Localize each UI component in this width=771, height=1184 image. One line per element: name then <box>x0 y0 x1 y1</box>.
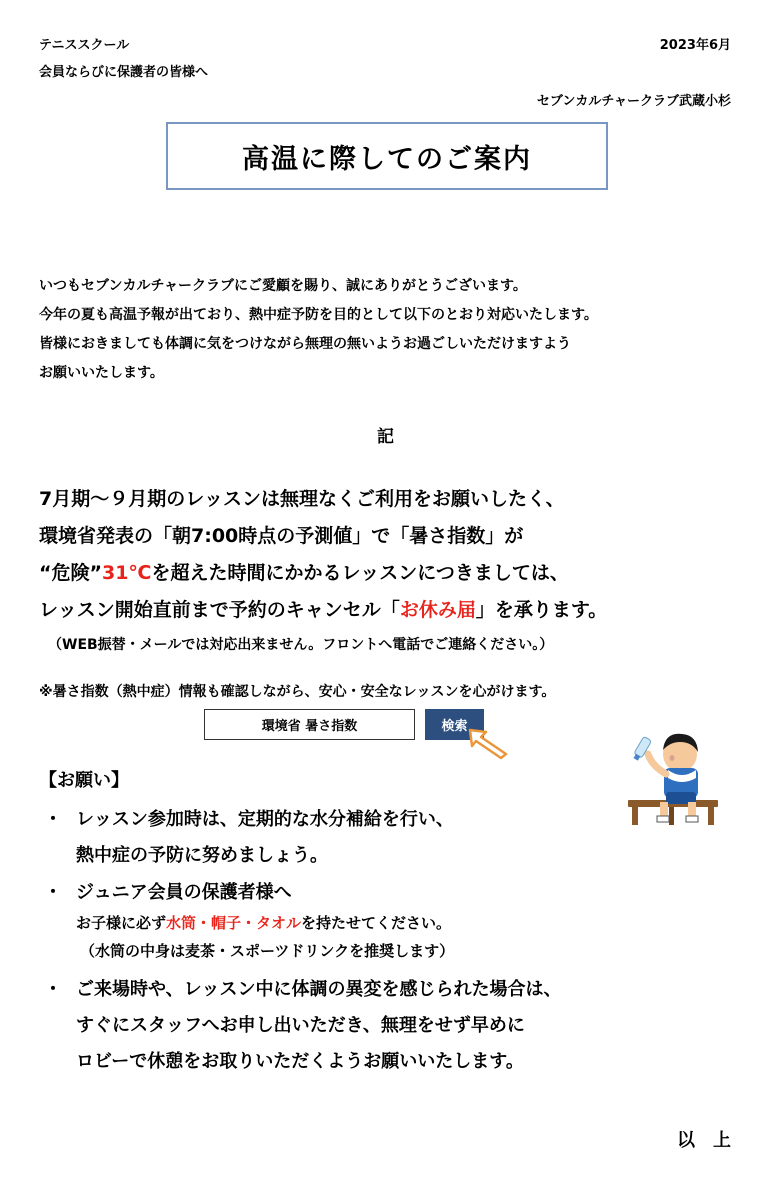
search-button-label: 検索 <box>441 719 468 734</box>
ki-heading: 記 <box>377 427 394 447</box>
request-2-line-3: （水筒の中身は麦茶・スポーツドリンクを推奨します） <box>80 942 455 960</box>
requests-heading: 【お願い】 <box>39 770 129 791</box>
intro-line-4: お願いいたします。 <box>39 365 164 381</box>
page-title <box>166 122 608 190</box>
main-note: （WEB振替・メールでは対応出来ません。フロントへ電話でご連絡ください。） <box>48 637 554 653</box>
intro-line-3: 皆様におきましても体調に気をつけながら無理の無いようお過ごしいただけますよう <box>39 336 571 352</box>
info-text: ※暑さ指数（熱中症）情報も確認しながら、安心・安全なレッスンを心がけます。 <box>39 684 556 700</box>
request-2-line-2 <box>76 912 451 933</box>
danger-label: “危険” <box>39 562 102 584</box>
request-2-line-2-start: お子様に必ず <box>76 914 167 932</box>
cursor-arrow-icon <box>466 726 510 760</box>
bullet-3: ・ <box>44 979 62 1000</box>
document-date: 2023年6月 <box>659 38 731 53</box>
main-line-3-rest: を超えた時間にかかるレッスンにつきましては、 <box>151 562 569 584</box>
request-3-line-3: ロビーで休憩をお取りいただくようお願いいたします。 <box>76 1051 524 1072</box>
main-line-2: 環境省発表の「朝7:00時点の予測値」で「暑さ指数」が <box>39 525 524 547</box>
page-title-text: 高温に際してのご案内 <box>242 143 532 175</box>
intro-line-1: いつもセブンカルチャークラブにご愛顧を賜り、誠にありがとうございます。 <box>39 278 527 294</box>
bullet-2: ・ <box>44 882 62 903</box>
items-highlight: 水筒・帽子・タオル <box>166 914 302 932</box>
main-line-3 <box>39 558 569 585</box>
drinking-child-illustration <box>622 722 724 827</box>
recipient-line2: 会員ならびに保護者の皆様へ <box>39 65 209 80</box>
absence-notice-highlight: お休み届 <box>399 599 476 621</box>
sender-name: セブンカルチャークラブ武蔵小杉 <box>536 94 731 109</box>
request-1-line-1: レッスン参加時は、定期的な水分補給を行い、 <box>76 809 454 830</box>
bullet-1: ・ <box>44 809 62 830</box>
request-2-line-2-end: を持たせてください。 <box>301 914 452 932</box>
recipient-line1: テニススクール <box>39 38 130 53</box>
main-line-4-end: 」を承ります。 <box>475 599 608 621</box>
request-1-line-2: 熱中症の予防に努めましょう。 <box>76 845 328 866</box>
closing-mark: 以 上 <box>677 1130 731 1151</box>
search-input-value: 環境省 暑さ指数 <box>261 719 358 734</box>
request-3-line-1: ご来場時や、レッスン中に体調の異変を感じられた場合は、 <box>76 979 562 1000</box>
main-line-1: 7月期～９月期のレッスンは無理なくご利用をお願いしたく、 <box>39 488 565 510</box>
request-2-line-1: ジュニア会員の保護者様へ <box>76 882 292 903</box>
search-input[interactable] <box>204 709 415 740</box>
request-3-line-2: すぐにスタッフへお申し出いただき、無理をせず早めに <box>76 1015 525 1036</box>
main-line-4-start: レッスン開始直前まで予約のキャンセル「 <box>39 599 400 621</box>
main-line-4 <box>39 595 607 622</box>
intro-line-2: 今年の夏も高温予報が出ており、熱中症予防を目的として以下のとおり対応いたします。 <box>39 307 598 323</box>
temperature-highlight: 31℃ <box>101 562 152 584</box>
